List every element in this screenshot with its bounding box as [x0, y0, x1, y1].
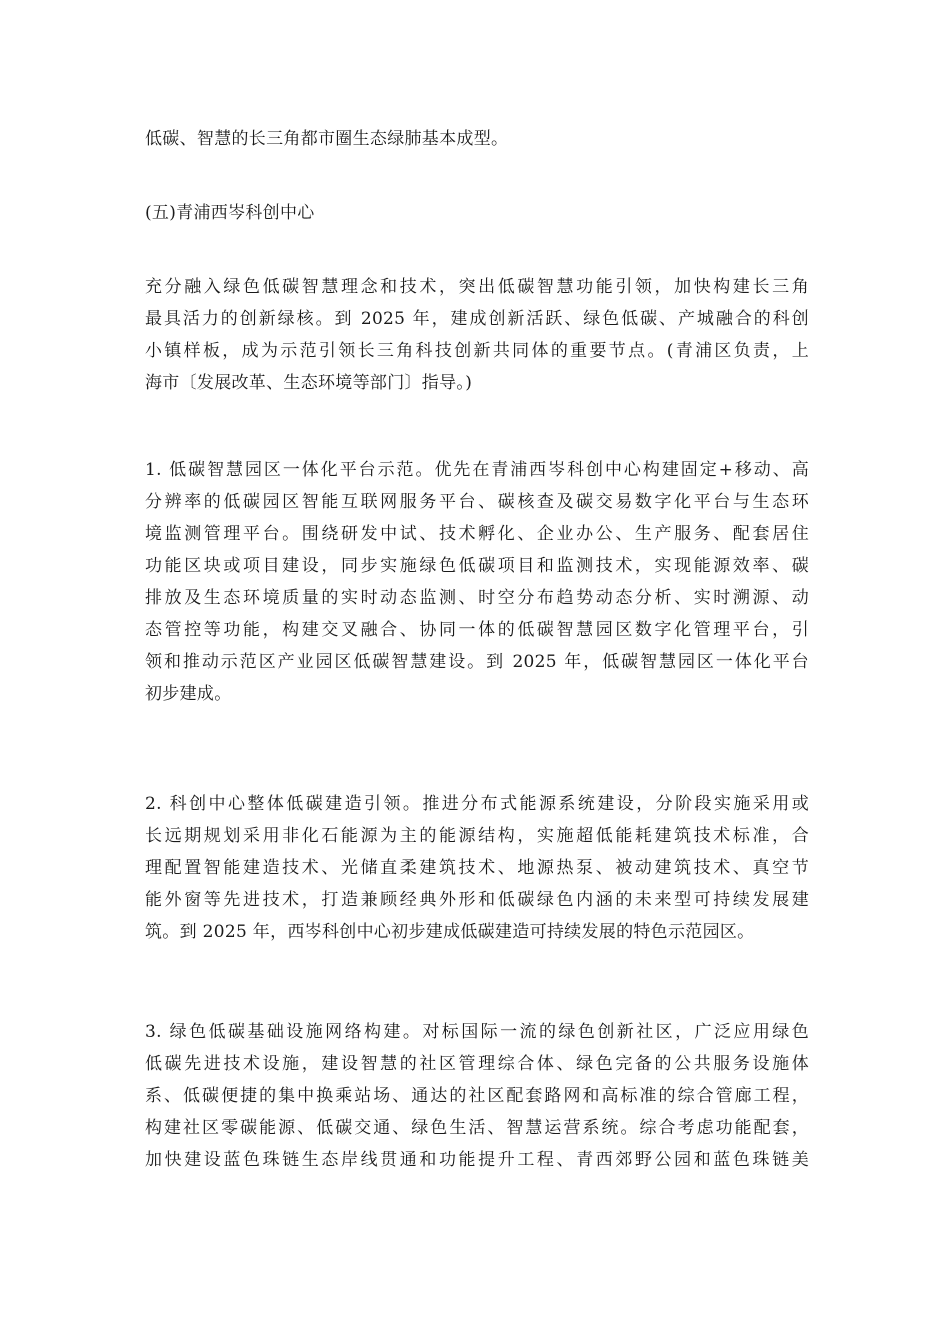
text-line: 低碳、智慧的长三角都市圈生态绿肺基本成型。	[145, 129, 509, 149]
text-line: 筑。到 2025 年，西岑科创中心初步建成低碳建造可持续发展的特色示范园区。	[145, 922, 755, 942]
intro-paragraph	[145, 123, 809, 155]
text-line: 境监测管理平台。围绕研发中试、技术孵化、企业办公、生产服务、配套居住	[145, 524, 809, 544]
text-line: 能外窗等先进技术，打造兼顾经典外形和低碳绿色内涵的未来型可持续发展建	[145, 890, 809, 910]
text-line: 功能区块或项目建设，同步实施绿色低碳项目和监测技术，实现能源效率、碳	[145, 556, 809, 576]
text-line: 最具活力的创新绿核。到 2025 年，建成创新活跃、绿色低碳、产城融合的科创	[145, 309, 809, 329]
text-line: 小镇样板，成为示范引领长三角科技创新共同体的重要节点。(青浦区负责，上	[145, 341, 809, 361]
paragraph-item-2	[145, 788, 809, 948]
text-line: 构建社区零碳能源、低碳交通、绿色生活、智慧运营系统。综合考虑功能配套，	[145, 1118, 809, 1138]
paragraph-item-1	[145, 454, 809, 710]
text-line: 领和推动示范区产业园区低碳智慧建设。到 2025 年，低碳智慧园区一体化平台	[145, 652, 809, 672]
text-line: 加快建设蓝色珠链生态岸线贯通和功能提升工程、青西郊野公园和蓝色珠链美	[145, 1150, 809, 1170]
text-line: 长远期规划采用非化石能源为主的能源结构，实施超低能耗建筑技术标准，合	[145, 826, 809, 846]
text-line: 2. 科创中心整体低碳建造引领。推进分布式能源系统建设，分阶段实施采用或	[145, 794, 809, 814]
text-line: 3. 绿色低碳基础设施网络构建。对标国际一流的绿色创新社区，广泛应用绿色	[145, 1022, 809, 1042]
paragraph-overview	[145, 271, 809, 399]
text-line: 排放及生态环境质量的实时动态监测、时空分布趋势动态分析、实时溯源、动	[145, 588, 809, 608]
text-line: 充分融入绿色低碳智慧理念和技术，突出低碳智慧功能引领，加快构建长三角	[145, 277, 809, 297]
text-line: 初步建成。	[145, 684, 232, 704]
text-line: 1. 低碳智慧园区一体化平台示范。优先在青浦西岑科创中心构建固定+移动、高	[145, 460, 809, 480]
text-line: 理配置智能建造技术、光储直柔建筑技术、地源热泵、被动建筑技术、真空节	[145, 858, 809, 878]
text-line: (五)青浦西岑科创中心	[145, 203, 315, 223]
paragraph-item-3	[145, 1016, 809, 1176]
text-line: 低碳先进技术设施，建设智慧的社区管理综合体、绿色完备的公共服务设施体	[145, 1054, 809, 1074]
text-line: 分辨率的低碳园区智能互联网服务平台、碳核查及碳交易数字化平台与生态环	[145, 492, 809, 512]
text-line: 海市〔发展改革、生态环境等部门〕指导。)	[145, 373, 473, 393]
text-line: 系、低碳便捷的集中换乘站场、通达的社区配套路网和高标准的综合管廊工程，	[145, 1086, 809, 1106]
section-heading	[145, 197, 809, 229]
text-line: 态管控等功能，构建交叉融合、协同一体的低碳智慧园区数字化管理平台，引	[145, 620, 809, 640]
